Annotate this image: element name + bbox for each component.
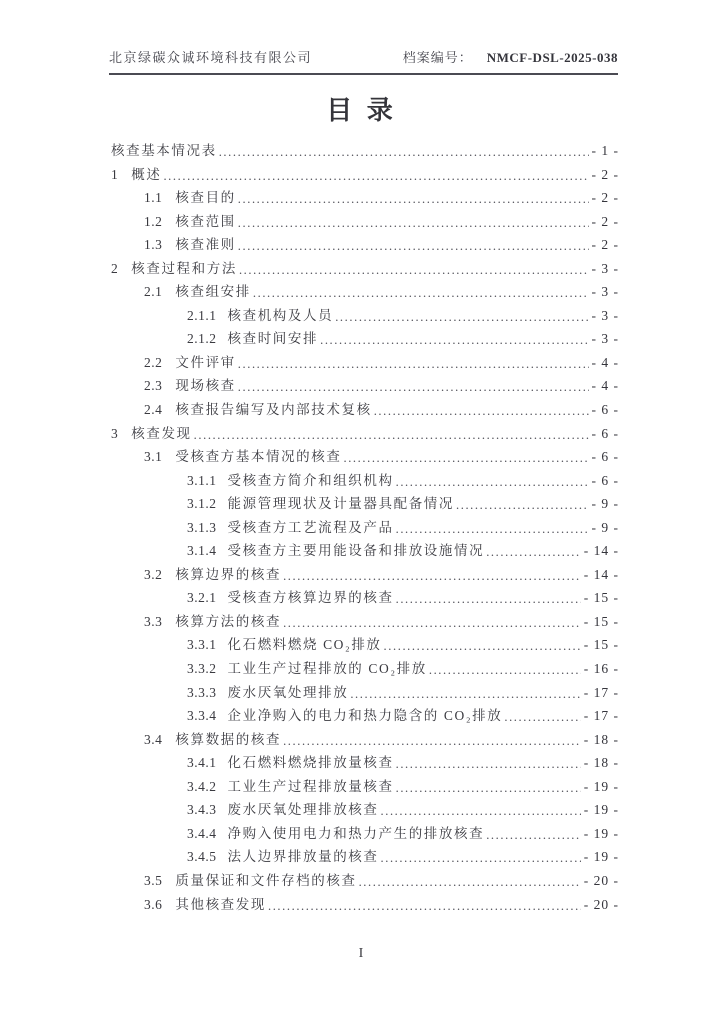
- toc-entry-page: - 19 -: [583, 778, 619, 794]
- toc-entry-page: - 18 -: [583, 755, 619, 771]
- toc-entry-title: 核算方法的核查: [175, 613, 282, 629]
- toc-entry-title: 核查组安排: [175, 284, 251, 300]
- toc-entry-number: 2.1.1: [187, 307, 217, 323]
- toc-entry-page: - 16 -: [583, 661, 619, 677]
- toc-entry-page: - 15 -: [583, 590, 619, 606]
- toc-dot-leader: [194, 427, 589, 441]
- toc-entry-page: - 2 -: [591, 166, 619, 182]
- toc-entry-number: 3.3.4: [187, 708, 217, 724]
- toc-dot-leader: [283, 615, 581, 629]
- toc-entry[interactable]: [111, 610, 619, 634]
- toc-entry-number: 3: [111, 425, 119, 441]
- toc-entry-page: - 2 -: [591, 237, 619, 253]
- toc-dot-leader: [239, 262, 589, 276]
- toc-entry[interactable]: [111, 422, 619, 446]
- toc-entry-number: 3.2: [144, 566, 163, 582]
- toc-entry[interactable]: [111, 304, 619, 328]
- toc-entry-title: 废水厌氧处理排放: [227, 684, 349, 700]
- toc-dot-leader: [396, 780, 581, 794]
- toc-dot-leader: [283, 733, 581, 747]
- toc-entry[interactable]: [111, 492, 619, 516]
- toc-entry-title: 核查目的: [175, 190, 236, 206]
- page-footer-number: I: [358, 946, 365, 961]
- toc-entry-number: 1.3: [144, 237, 163, 253]
- toc-entry[interactable]: [111, 445, 619, 469]
- toc-entry[interactable]: [111, 751, 619, 775]
- toc-entry-page: - 4 -: [591, 354, 619, 370]
- toc-dot-leader: [396, 474, 589, 488]
- toc-dot-leader: [359, 874, 581, 888]
- toc-entry-page: - 15 -: [583, 637, 619, 653]
- toc-dot-leader: [238, 191, 589, 205]
- toc-entry-title: 受核查方工艺流程及产品: [227, 519, 394, 535]
- toc-dot-leader: [381, 803, 581, 817]
- toc-entry[interactable]: [111, 822, 619, 846]
- toc-entry[interactable]: [111, 798, 619, 822]
- toc-entry-title: 企业净购入的电力和热力隐含的 CO₂排放: [227, 708, 503, 724]
- toc-entry-page: - 18 -: [583, 731, 619, 747]
- toc-entry-number: 2.1.2: [187, 331, 217, 347]
- toc-entry-title: 核算边界的核查: [175, 566, 282, 582]
- toc-entry[interactable]: [111, 163, 619, 187]
- toc-entry-page: - 2 -: [591, 213, 619, 229]
- toc-dot-leader: [238, 379, 589, 393]
- toc-entry-number: 3.4.5: [187, 849, 217, 865]
- toc-entry[interactable]: [111, 233, 619, 257]
- toc-dot-leader: [486, 544, 581, 558]
- toc-entry-title: 核查机构及人员: [227, 307, 334, 323]
- toc-entry-page: - 15 -: [583, 613, 619, 629]
- toc-entry-title: 工业生产过程排放的 CO₂排放: [227, 661, 427, 677]
- toc-dot-leader: [335, 309, 588, 323]
- toc-dot-leader: [238, 238, 589, 252]
- toc-entry-number: 3.6: [144, 896, 163, 912]
- toc-entry-page: - 17 -: [583, 684, 619, 700]
- toc-entry[interactable]: [111, 210, 619, 234]
- toc-entry-number: 3.1.2: [187, 496, 217, 512]
- toc-entry-number: 3.1.4: [187, 543, 217, 559]
- toc-entry[interactable]: [111, 563, 619, 587]
- header-archive-label: 档案编号：: [402, 50, 473, 65]
- toc-entry-title: 质量保证和文件存档的核查: [175, 872, 357, 888]
- toc-entry-page: - 14 -: [583, 566, 619, 582]
- toc-entry-number: 3.4.4: [187, 825, 217, 841]
- toc-entry[interactable]: [111, 728, 619, 752]
- toc-entry[interactable]: [111, 893, 619, 917]
- toc-entry[interactable]: [111, 775, 619, 799]
- toc-entry[interactable]: [111, 586, 619, 610]
- toc-dot-leader: [374, 403, 589, 417]
- header-archive: [403, 47, 618, 66]
- toc-entry-title: 核查过程和方法: [131, 260, 237, 276]
- toc-list: [111, 139, 619, 916]
- toc-entry[interactable]: [111, 257, 619, 281]
- toc-entry-page: - 3 -: [591, 284, 619, 300]
- toc-entry[interactable]: [111, 398, 619, 422]
- header-archive-number: NMCF-DSL-2025-038: [486, 50, 618, 65]
- toc-entry-number: 1: [111, 166, 119, 182]
- toc-entry-page: - 19 -: [583, 802, 619, 818]
- toc-dot-leader: [456, 497, 589, 511]
- toc-entry-title: 受核查方主要用能设备和排放设施情况: [227, 543, 485, 559]
- toc-entry-page: - 3 -: [591, 260, 619, 276]
- toc-entry-title: 工业生产过程排放量核查: [227, 778, 394, 794]
- toc-dot-leader: [253, 285, 589, 299]
- toc-entry[interactable]: [111, 374, 619, 398]
- toc-entry-title: 其他核查发现: [175, 896, 266, 912]
- toc-entry[interactable]: [111, 516, 619, 540]
- toc-dot-leader: [504, 709, 580, 723]
- toc-entry-number: 2.4: [144, 402, 163, 418]
- toc-entry-number: 3.3: [144, 613, 163, 629]
- toc-entry-page: - 19 -: [583, 825, 619, 841]
- toc-entry[interactable]: [111, 469, 619, 493]
- toc-entry-page: - 19 -: [583, 849, 619, 865]
- toc-entry-title: 化石燃料燃烧排放量核查: [227, 755, 394, 771]
- toc-entry-title: 能源管理现状及计量器具配备情况: [227, 496, 454, 512]
- toc-entry-number: 3.4.3: [187, 802, 217, 818]
- toc-dot-leader: [384, 638, 581, 652]
- toc-entry-title: 文件评审: [175, 354, 236, 370]
- toc-entry[interactable]: [111, 139, 619, 163]
- toc-entry-title: 核查准则: [175, 237, 236, 253]
- header-company-name: 北京绿碳众诚环境科技有限公司: [109, 50, 313, 65]
- toc-title: 目 录: [326, 96, 397, 125]
- toc-entry-title: 核算数据的核查: [175, 731, 282, 747]
- toc-dot-leader: [163, 168, 588, 182]
- toc-entry-title: 受核查方核算边界的核查: [227, 590, 394, 606]
- toc-entry-page: - 6 -: [591, 449, 619, 465]
- toc-entry[interactable]: [111, 845, 619, 869]
- toc-entry-number: 3.1: [144, 449, 163, 465]
- toc-entry-title: 核查范围: [175, 213, 236, 229]
- toc-entry-title: 核查基本情况表: [111, 143, 217, 158]
- toc-dot-leader: [320, 332, 588, 346]
- toc-entry-page: - 17 -: [583, 708, 619, 724]
- toc-entry-number: 3.1.3: [187, 519, 217, 535]
- toc-entry-title: 现场核查: [175, 378, 236, 394]
- toc-entry[interactable]: [111, 869, 619, 893]
- toc-entry-title: 核查发现: [131, 425, 192, 441]
- toc-dot-leader: [350, 686, 580, 700]
- toc-entry-page: - 14 -: [583, 543, 619, 559]
- toc-entry-page: - 1 -: [591, 143, 619, 158]
- toc-entry[interactable]: [111, 327, 619, 351]
- toc-entry[interactable]: [111, 280, 619, 304]
- toc-dot-leader: [238, 215, 589, 229]
- toc-entry-number: 3.2.1: [187, 590, 217, 606]
- toc-dot-leader: [283, 568, 581, 582]
- toc-entry-number: 2.1: [144, 284, 163, 300]
- toc-entry-page: - 4 -: [591, 378, 619, 394]
- toc-entry-page: - 9 -: [591, 519, 619, 535]
- toc-entry-number: 3.4: [144, 731, 163, 747]
- toc-entry-page: - 20 -: [583, 896, 619, 912]
- toc-entry-page: - 6 -: [591, 472, 619, 488]
- toc-entry-number: 3.3.1: [187, 637, 217, 653]
- toc-dot-leader: [396, 591, 581, 605]
- toc-entry[interactable]: [111, 186, 619, 210]
- toc-entry-page: - 2 -: [591, 190, 619, 206]
- toc-entry-page: - 3 -: [591, 331, 619, 347]
- toc-entry-page: - 3 -: [591, 307, 619, 323]
- toc-entry-title: 核查时间安排: [227, 331, 319, 347]
- toc-entry-page: - 6 -: [591, 402, 619, 418]
- toc-entry-title: 核查报告编写及内部技术复核: [175, 402, 372, 418]
- toc-entry-number: 1.2: [144, 213, 163, 229]
- toc-entry-title: 化石燃料燃烧 CO₂排放: [227, 637, 382, 653]
- toc-entry-title: 概述: [131, 166, 162, 182]
- toc-dot-leader: [429, 662, 581, 676]
- toc-entry-title: 受核查方简介和组织机构: [227, 472, 394, 488]
- page-header: [109, 47, 618, 75]
- toc-entry[interactable]: [111, 351, 619, 375]
- toc-entry[interactable]: [111, 539, 619, 563]
- toc-entry-title: 废水厌氧处理排放核查: [227, 802, 379, 818]
- toc-dot-leader: [486, 827, 581, 841]
- toc-entry-number: 3.5: [144, 872, 163, 888]
- toc-entry-number: 3.4.1: [187, 755, 217, 771]
- toc-entry-number: 3.4.2: [187, 778, 217, 794]
- toc-entry-page: - 6 -: [591, 425, 619, 441]
- toc-entry-title: 受核查方基本情况的核查: [175, 449, 342, 465]
- toc-entry-number: 3.3.3: [187, 684, 217, 700]
- toc-dot-leader: [396, 521, 589, 535]
- toc-entry-title: 净购入使用电力和热力产生的排放核查: [227, 825, 485, 841]
- toc-entry-page: - 9 -: [591, 496, 619, 512]
- toc-entry-page: - 20 -: [583, 872, 619, 888]
- toc-entry-title: 法人边界排放量的核查: [227, 849, 379, 865]
- toc-entry-number: 2: [111, 260, 119, 276]
- toc-entry-number: 3.1.1: [187, 472, 217, 488]
- toc-entry-number: 1.1: [144, 190, 163, 206]
- toc-entry-number: 2.3: [144, 378, 163, 394]
- toc-dot-leader: [268, 898, 581, 912]
- toc-dot-leader: [343, 450, 588, 464]
- toc-entry-number: 2.2: [144, 354, 163, 370]
- toc-entry[interactable]: [111, 633, 619, 657]
- toc-dot-leader: [219, 144, 589, 158]
- toc-entry[interactable]: [111, 681, 619, 705]
- toc-dot-leader: [238, 356, 589, 370]
- toc-dot-leader: [396, 756, 581, 770]
- toc-dot-leader: [381, 850, 581, 864]
- toc-entry[interactable]: [111, 657, 619, 681]
- toc-entry-number: 3.3.2: [187, 661, 217, 677]
- toc-entry[interactable]: [111, 704, 619, 728]
